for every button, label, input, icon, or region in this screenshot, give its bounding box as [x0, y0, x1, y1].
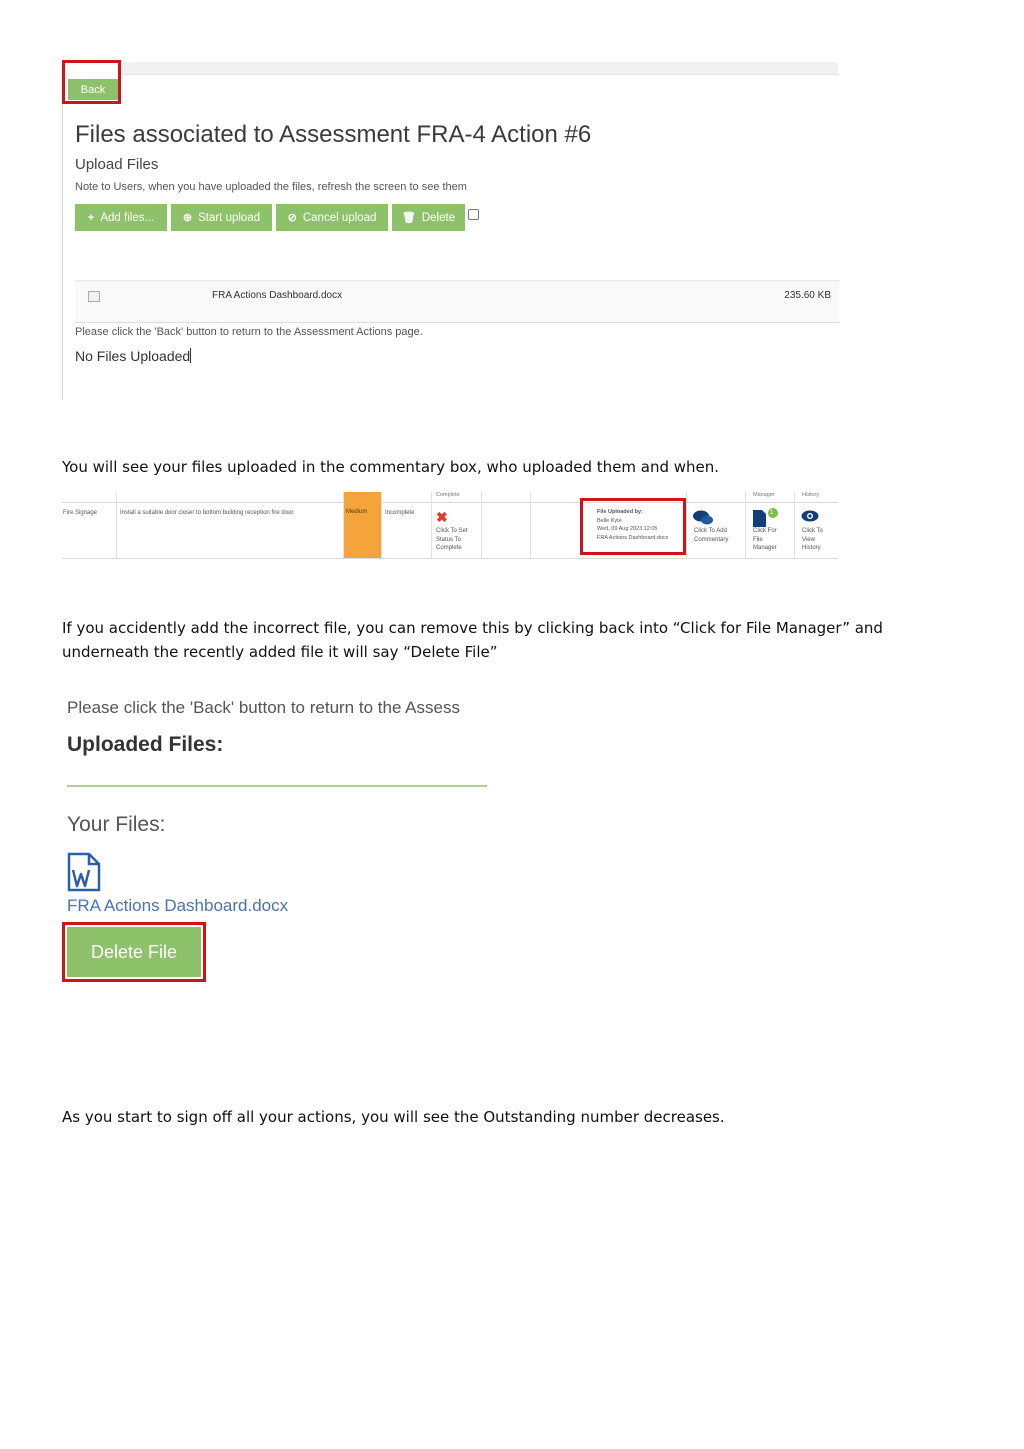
commentary-line: Click To Add — [694, 528, 727, 534]
priority-cell — [343, 492, 381, 559]
upload-info-highlight-box — [580, 498, 686, 555]
commentary-icon[interactable] — [692, 510, 714, 526]
history-line: Click To — [802, 528, 823, 534]
add-files-label: Add files... — [100, 211, 155, 224]
start-upload-label: Start upload — [198, 211, 261, 224]
history-line: View — [802, 536, 815, 543]
cancel-upload-label: Cancel upload — [302, 211, 377, 224]
col-divider — [481, 492, 482, 559]
page-title: Files associated to Assessment FRA-4 Action #6 — [75, 121, 592, 148]
trash-icon: 🗑 — [401, 212, 416, 224]
text-cursor — [190, 348, 191, 363]
select-all-checkbox[interactable] — [468, 209, 479, 220]
word-document-icon[interactable] — [67, 852, 101, 892]
file-upload-screenshot — [62, 60, 839, 400]
file-manager-link[interactable] — [753, 527, 777, 553]
upload-note: Note to Users, when you have uploaded the files, refresh the screen to see them — [75, 181, 467, 193]
uploaded-files-heading: Uploaded Files: — [67, 733, 224, 756]
start-upload-button[interactable] — [171, 204, 272, 231]
col-divider — [530, 492, 531, 559]
panel-border — [62, 60, 63, 400]
your-files-heading: Your Files: — [67, 813, 166, 836]
description-cell: Install a suitable door closer to bottom building reception fire door. — [120, 510, 295, 516]
set-status-line: Click To Set — [436, 528, 468, 534]
table-bottom-border — [62, 558, 838, 559]
category-cell: Fire Signage — [63, 510, 98, 516]
upload-files-heading: Upload Files — [75, 156, 159, 173]
close-x-icon[interactable]: ✖ — [436, 509, 448, 525]
col-divider — [381, 492, 382, 559]
green-divider — [67, 785, 487, 787]
col-divider — [745, 492, 746, 559]
file-row — [75, 280, 839, 323]
col-divider — [686, 492, 687, 559]
return-instruction: Please click the 'Back' button to return to the Assessment Actions page. — [75, 326, 423, 338]
col-divider — [431, 492, 432, 559]
eye-icon[interactable] — [801, 510, 819, 522]
paragraph-line: If you accidently add the incorrect file, you can remove this by clicking back into “Click for File Manager” and — [62, 619, 883, 637]
file-link[interactable]: FRA Actions Dashboard.docx — [67, 896, 289, 915]
col-divider — [794, 492, 795, 559]
history-line: History — [802, 545, 821, 551]
file-manager-line: Click For — [753, 528, 777, 534]
upload-circle-icon: ⊕ — [182, 212, 193, 224]
file-size: 235.60 KB — [784, 290, 831, 301]
commentary-link[interactable] — [694, 527, 728, 544]
upload-info-user: Belle Kyte — [597, 517, 622, 524]
set-status-line: Complete — [436, 545, 462, 551]
header-history: History — [802, 492, 820, 498]
upload-info-file: FRA Actions Dashboard.docx — [597, 534, 669, 541]
delete-button[interactable] — [392, 204, 465, 231]
return-instruction-cropped: Please click the 'Back' button to return to the Assess — [67, 698, 460, 717]
delete-file-highlight-box — [62, 922, 206, 982]
upload-info-heading: File Uploaded by: — [597, 509, 643, 515]
broken-image-icon — [88, 291, 100, 302]
set-status-link[interactable] — [436, 527, 468, 553]
priority-label: Medium — [346, 509, 368, 515]
commentary-line: Commentary — [694, 536, 729, 543]
header-complete: Complete — [436, 492, 460, 498]
file-manager-line: Manager — [753, 545, 777, 551]
paragraph-line: underneath the recently added file it will say “Delete File” — [62, 643, 498, 661]
file-manager-icon[interactable] — [752, 507, 780, 527]
back-highlight-box — [62, 60, 121, 104]
status-cell: Incomplete — [385, 510, 415, 516]
set-status-line: Status To — [436, 536, 461, 543]
actions-table-screenshot — [62, 492, 838, 559]
paragraph-commentary: You will see your files uploaded in the commentary box, who uploaded them and when. — [62, 458, 720, 476]
delete-file-button[interactable]: Delete File — [67, 927, 201, 977]
add-files-button[interactable] — [75, 204, 167, 231]
col-divider — [343, 492, 344, 559]
top-bar — [120, 62, 838, 75]
delete-label: Delete — [421, 211, 456, 224]
back-button[interactable]: Back — [68, 79, 118, 100]
cancel-upload-button[interactable] — [276, 204, 388, 231]
plus-icon: + — [87, 211, 95, 224]
history-link[interactable] — [802, 527, 823, 553]
no-files-text — [75, 348, 191, 364]
upload-info-date: Wed, 09 Aug 2023 12:05 — [597, 526, 658, 532]
header-manager: Manager — [753, 492, 775, 498]
no-files-label: No Files Uploaded — [75, 348, 191, 364]
paragraph-remove-file — [62, 616, 883, 664]
paragraph-outstanding: As you start to sign off all your actions, you will see the Outstanding number decreases. — [62, 1108, 725, 1126]
col-divider — [116, 492, 117, 559]
file-count-badge: 1 — [770, 510, 774, 516]
file-manager-line: File — [753, 536, 763, 543]
file-name: FRA Actions Dashboard.docx — [212, 290, 343, 301]
cancel-circle-icon: ⊘ — [287, 212, 297, 224]
